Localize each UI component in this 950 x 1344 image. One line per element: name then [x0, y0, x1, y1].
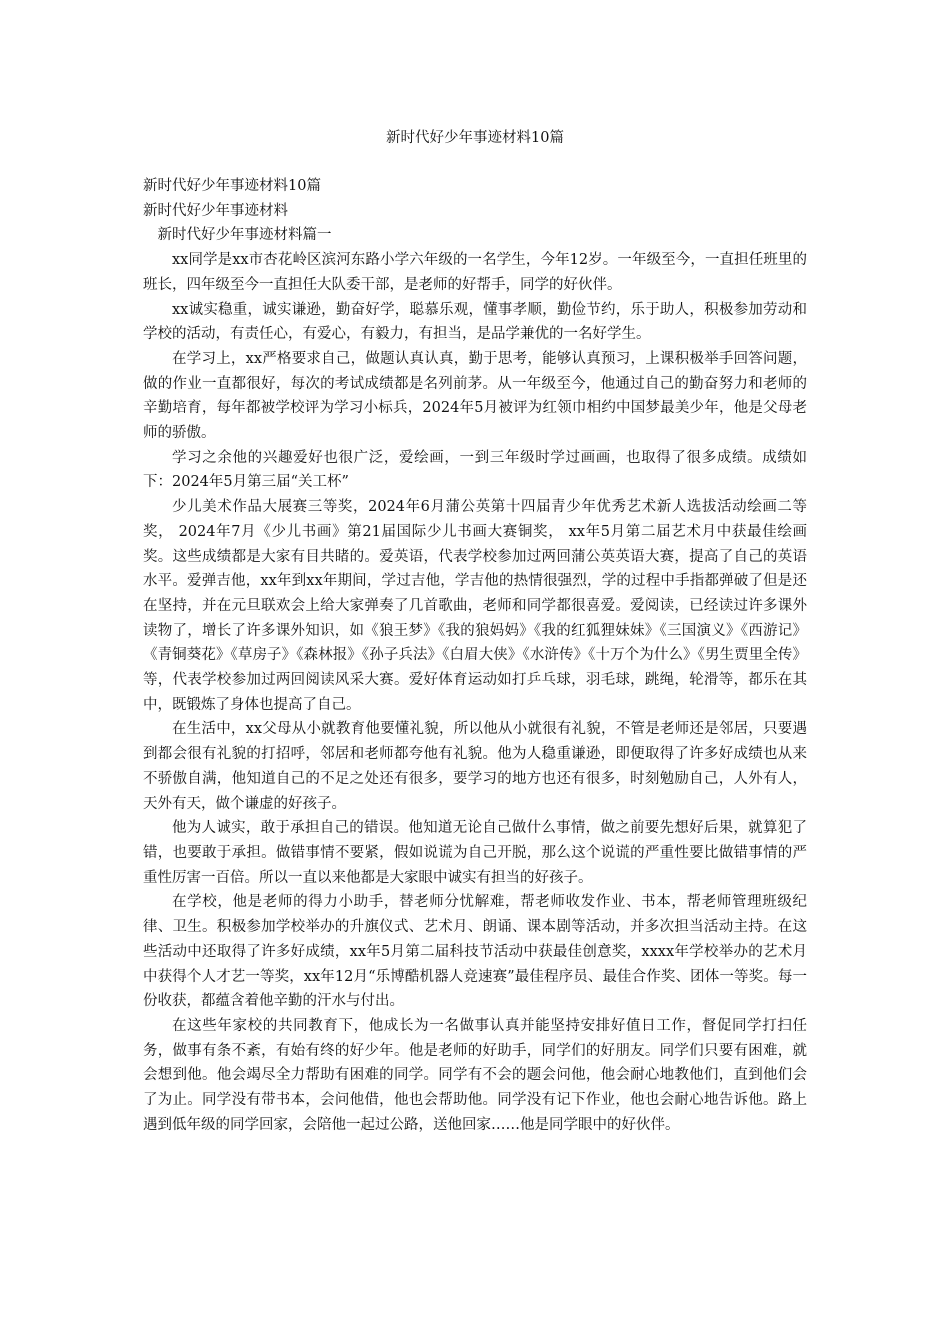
- heading-line-1: 新时代好少年事迹材料10篇: [143, 178, 321, 194]
- document-title: 新时代好少年事迹材料10篇: [386, 130, 564, 146]
- paragraph-2: xx诚实稳重，诚实谦逊，勤奋好学，聪慕乐观，懂事孝顺，勤俭节约，乐于助人，积极参加劳动和学校的活动，有责任心，有爱心，有毅力，有担当，是品学兼优的一名好学生。: [143, 301, 807, 343]
- paragraph-6: 在生活中，xx父母从小就教育他要懂礼貌，所以他从小就很有礼貌，不管是老师还是邻居，只要遇到都会很有礼貌的打招呼，邻居和老师都夸他有礼貌。他为人稳重谦逊，即便取得了许多好成绩也从来不骄傲自满，他知道自己的不足之处还有很多，要学习的地方也还有很多，时刻勉励自己，人外有人，天外有天，做个谦虚的好孩子。: [143, 721, 807, 812]
- paragraph-4: 学习之余他的兴趣爱好也很广泛，爱绘画，一到三年级时学过画画，也取得了很多成绩。成绩如下：2024年5月第三届“关工杯”: [143, 449, 807, 491]
- paragraph-3: 在学习上，xx严格要求自己，做题认真认真，勤于思考，能够认真预习，上课积极举手回答问题，做的作业一直都很好，每次的考试成绩都是名列前茅。从一年级至今，他通过自己的勤奋努力和老师的辛勤培育，每年都被学校评为学习小标兵，2024年5月被评为红领巾相约中国梦最美少年，他是父母老师的骄傲。: [143, 350, 807, 442]
- heading-line-2: 新时代好少年事迹材料: [143, 202, 288, 219]
- document-body: [143, 174, 807, 1137]
- paragraph-7: 他为人诚实，敢于承担自己的错误。他知道无论自己做什么事情，做之前要先想好后果，就算犯了错，也要敢于承担。做错事情不要紧，假如说谎为自己开脱，那么这个说谎的严重性要比做错事情的严重性厉害一百倍。所以一直以来他都是大家眼中诚实有担当的好孩子。: [143, 820, 807, 886]
- paragraph-8: 在学校，他是老师的得力小助手，替老师分忧解难，帮老师收发作业、书本，帮老师管理班级纪律、卫生。积极参加学校举办的升旗仪式、艺术月、朗诵、课本剧等活动，并多次担当活动主持。在这些活动中还取得了许多好成绩，xx年5月第二届科技节活动中获最佳创意奖，xxxx年学校举办的艺术月中获得个人才艺一等奖，xx年12月“乐博酷机器人竞速赛”最佳程序员、最佳合作奖、团体一等奖。每一份收获，都蕴含着他辛勤的汗水与付出。: [143, 894, 807, 1010]
- paragraph-5: 少儿美术作品大展赛三等奖，2024年6月蒲公英第十四届青少年优秀艺术新人选拔活动绘画二等奖， 2024年7月《少儿书画》第21届国际少儿书画大赛铜奖， xx年5月第二届艺术月中获最佳绘画奖。这些成绩都是大家有目共睹的。爱英语，代表学校参加过两回蒲公英英语大赛，提高了自己的英语水平。爱弹吉他，xx年到xx年期间，学过吉他，学吉他的热情很强烈，学的过程中手指都弹破了但是还在坚持，并在元旦联欢会上给大家弹奏了几首歌曲，老师和同学都很喜爱。爱阅读，已经读过许多课外读物了，增长了许多课外知识，如《狼王梦》《我的狼妈妈》《我的红狐狸妹妹》《三国演义》《西游记》《青铜葵花》《草房子》《森林报》《孙子兵法》《白眉大侠》《水浒传》《十万个为什么》《男生贾里全传》等，代表学校参加过两回阅读风采大赛。爱好体育运动如打乒乓球，羽毛球，跳绳，轮滑等，都乐在其中，既锻炼了身体也提高了自己。: [143, 499, 807, 713]
- paragraph-1: xx同学是xx市杏花岭区滨河东路小学六年级的一名学生，今年12岁。一年级至今，一直担任班里的班长，四年级至今一直担任大队委干部，是老师的好帮手，同学的好伙伴。: [143, 252, 807, 293]
- paragraph-9: 在这些年家校的共同教育下，他成长为一名做事认真并能坚持安排好值日工作，督促同学打扫任务，做事有条不紊，有始有终的好少年。他是老师的好助手，同学们的好朋友。同学们只要有困难，就会想到他。他会竭尽全力帮助有困难的同学。同学有不会的题会问他，他会耐心地教他们，直到他们会了为止。同学没有带书本，会问他借，他也会帮助他。同学没有记下作业，他也会耐心地告诉他。路上遇到低年级的同学回家，会陪他一起过公路，送他回家……他是同学眼中的好伙伴。: [143, 1017, 807, 1133]
- heading-line-3: 新时代好少年事迹材料篇一: [157, 227, 332, 244]
